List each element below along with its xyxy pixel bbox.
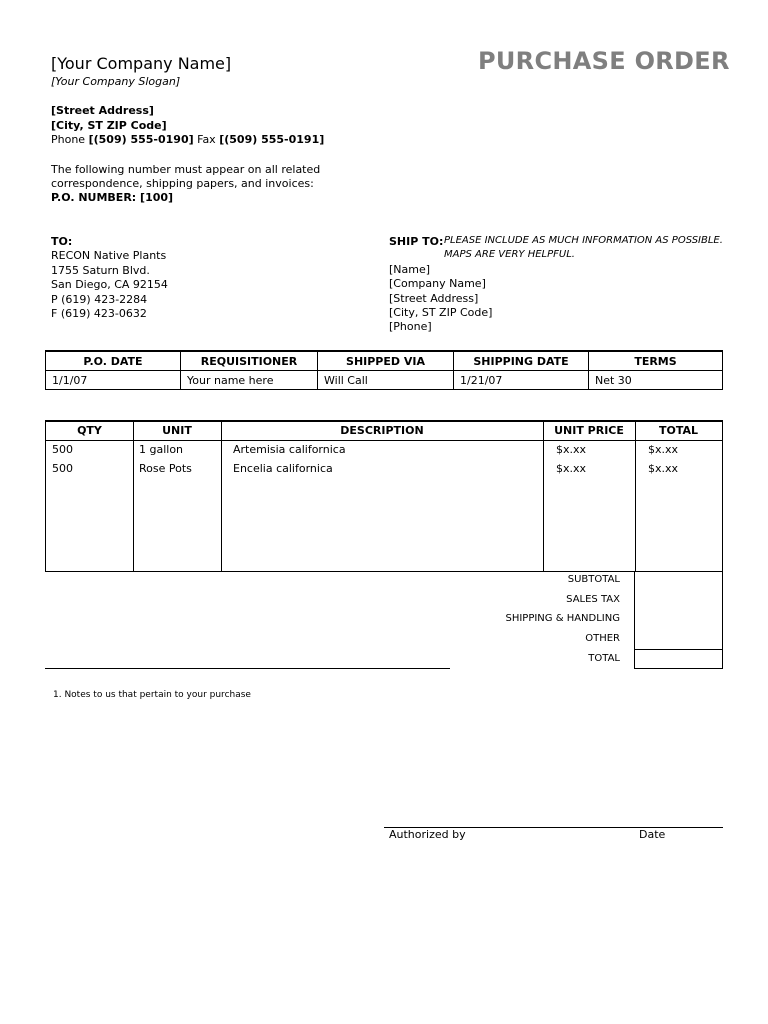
unit-cell[interactable]: Rose Pots	[139, 462, 192, 475]
column-header: TOTAL	[658, 424, 699, 437]
unit-price-cell[interactable]: $x.xx	[556, 462, 587, 475]
column-divider	[543, 422, 544, 571]
to-line: F (619) 423-0632	[51, 307, 147, 320]
totals-box[interactable]	[634, 572, 723, 669]
column-divider	[133, 422, 134, 571]
column-divider	[635, 422, 636, 571]
order-info-table	[45, 350, 723, 390]
company-city: [City, ST ZIP Code]	[51, 119, 167, 132]
ship-to-line: [Street Address]	[389, 292, 479, 305]
notice-line-1: The following number must appear on all related	[51, 163, 321, 176]
fax-label: Fax	[197, 133, 216, 146]
shipping-date-cell[interactable]: 1/21/07	[454, 371, 589, 390]
po-date-cell[interactable]: 1/1/07	[46, 371, 181, 390]
ship-to-line: [Phone]	[389, 320, 432, 333]
phone-number: [(509) 555-0190]	[88, 133, 194, 146]
unit-cell[interactable]: 1 gallon	[139, 443, 184, 456]
company-slogan: [Your Company Slogan]	[51, 75, 181, 88]
to-line: San Diego, CA 92154	[51, 278, 168, 291]
order-info-header-row	[46, 351, 723, 371]
unit-price-cell[interactable]: $x.xx	[556, 443, 587, 456]
fax-number: [(509) 555-0191]	[219, 133, 325, 146]
to-line: RECON Native Plants	[51, 249, 167, 262]
ship-to-line: [Company Name]	[389, 277, 486, 290]
other-label: OTHER	[585, 633, 620, 644]
company-street: [Street Address]	[51, 104, 154, 117]
notes-divider	[45, 668, 450, 669]
column-divider	[221, 422, 222, 571]
note-item: 1. Notes to us that pertain to your purchase	[53, 690, 251, 700]
notice-line-2: correspondence, shipping papers, and invoices:	[51, 177, 314, 190]
column-header: REQUISITIONER	[181, 351, 318, 371]
qty-cell[interactable]: 500	[52, 443, 73, 456]
description-cell[interactable]: Artemisia californica	[233, 443, 346, 456]
column-header: SHIPPING DATE	[454, 351, 589, 371]
to-line: P (619) 423-2284	[51, 293, 148, 306]
total-divider	[635, 649, 722, 650]
column-header: TERMS	[589, 351, 723, 371]
phone-label: Phone	[51, 133, 86, 146]
authorized-by-label: Authorized by	[389, 828, 466, 841]
requisitioner-cell[interactable]: Your name here	[181, 371, 318, 390]
column-header: DESCRIPTION	[340, 424, 424, 437]
ship-to-note: PLEASE INCLUDE AS MUCH INFORMATION AS POSSIBLE.	[444, 235, 723, 246]
qty-cell[interactable]: 500	[52, 462, 73, 475]
po-number-line	[51, 191, 173, 205]
table-row	[46, 371, 723, 390]
to-line: 1755 Saturn Blvd.	[51, 264, 150, 277]
total-cell[interactable]: $x.xx	[648, 443, 679, 456]
shipping-handling-label: SHIPPING & HANDLING	[505, 613, 620, 624]
ship-to-line: [City, ST ZIP Code]	[389, 306, 493, 319]
total-cell[interactable]: $x.xx	[648, 462, 679, 475]
column-header: SHIPPED VIA	[318, 351, 454, 371]
to-label: TO:	[51, 235, 73, 248]
ship-to-note: MAPS ARE VERY HELPFUL.	[444, 249, 575, 260]
column-header: UNIT	[162, 424, 192, 437]
column-header: UNIT PRICE	[554, 424, 624, 437]
ship-to-label: SHIP TO:	[389, 235, 444, 248]
shipped-via-cell[interactable]: Will Call	[318, 371, 454, 390]
description-cell[interactable]: Encelia californica	[233, 462, 333, 475]
subtotal-label: SUBTOTAL	[567, 574, 620, 585]
company-name: [Your Company Name]	[51, 54, 232, 73]
ship-to-line: [Name]	[389, 263, 431, 276]
column-header: QTY	[77, 424, 102, 437]
date-label: Date	[639, 828, 666, 841]
header-divider	[46, 440, 722, 441]
total-label: TOTAL	[588, 653, 620, 664]
document-title: PURCHASE ORDER	[478, 47, 730, 75]
terms-cell[interactable]: Net 30	[589, 371, 723, 390]
items-table	[45, 420, 723, 572]
sales-tax-label: SALES TAX	[566, 594, 620, 605]
po-number-label: P.O. NUMBER:	[51, 191, 137, 204]
column-header: P.O. DATE	[46, 351, 181, 371]
po-number: [100]	[140, 191, 174, 204]
company-phone-fax	[51, 133, 324, 147]
